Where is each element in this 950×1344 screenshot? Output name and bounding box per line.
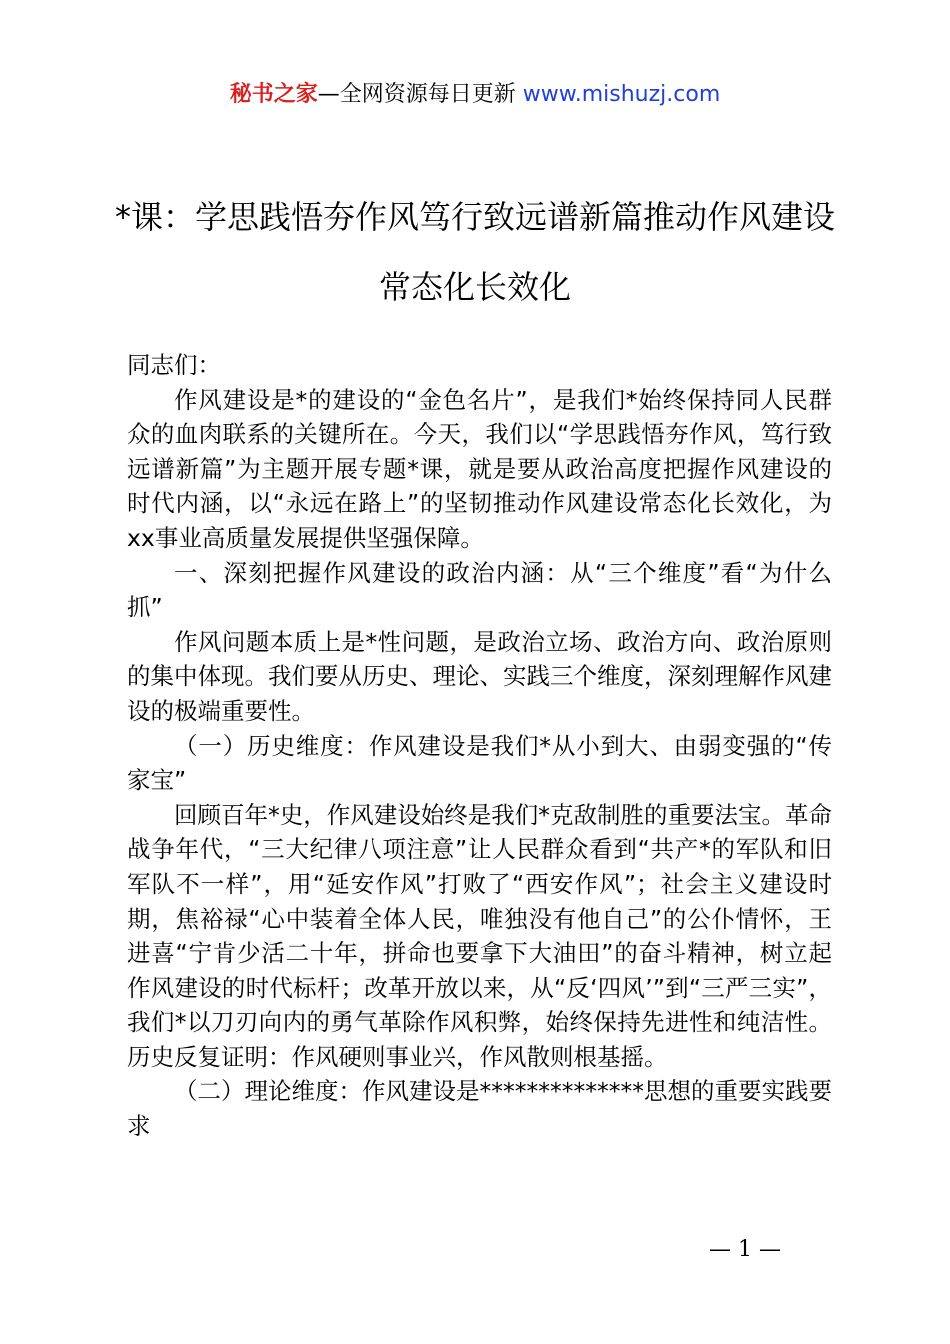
site-url-link[interactable]: www.mishuzj.com bbox=[522, 82, 721, 107]
subsection-heading-1: （一）历史维度：作风建设是我们*从小到大、由弱变强的“传家宝” bbox=[127, 731, 832, 795]
site-brand: 秘书之家 bbox=[229, 82, 318, 107]
paragraph-section-1: 作风问题本质上是*性问题，是政治立场、政治方向、政治原则的集中体现。我们要从历史、理论、实践三个维度，深刻理解作风建设的极端重要性。 bbox=[127, 627, 832, 725]
subsection-heading-2: （二）理论维度：作风建设是**************思想的重要实践要求 bbox=[127, 1077, 832, 1141]
document-title: *课：学思践悟夯作风笃行致远谱新篇推动作风建设常态化长效化 bbox=[114, 198, 835, 306]
section-heading-1: 一、深刻把握作风建设的政治内涵：从“三个维度”看“为什么抓” bbox=[127, 558, 832, 622]
document-body bbox=[127, 348, 832, 1144]
site-tagline: —全网资源每日更新 bbox=[317, 82, 516, 107]
salutation: 同志们： bbox=[127, 351, 221, 379]
page-number: — 1 — bbox=[709, 1237, 781, 1262]
site-header bbox=[0, 80, 950, 110]
paragraph-intro: 作风建设是*的建设的“金色名片”，是我们*始终保持同人民群众的血肉联系的关键所在。今天，我们以“学思践悟夯作风，笃行致远谱新篇”为主题开展专题*课，就是要从政治高度把握作风建设的时代内涵，以“永远在路上”的坚韧推动作风建设常态化长效化，为xx事业高质量发展提供坚强保障。 bbox=[127, 385, 832, 552]
paragraph-history: 回顾百年*史，作风建设始终是我们*克敌制胜的重要法宝。革命战争年代，“三大纪律八项注意”让人民群众看到“共产*的军队和旧军队不一样”，用“延安作风”打败了“西安作风”；社会主义建设时期，焦裕禄“心中装着全体人民，唯独没有他自己”的公仆情怀，王进喜“宁肯少活二十年，拼命也要拿下大油田”的奋斗精神，树立起作风建设的时代标杆；改革开放以来，从“反‘四风’”到“三严三实”，我们*以刀刃向内的勇气革除作风积弊，始终保持先进性和纯洁性。历史反复证明：作风硬则事业兴，作风散则根基摇。 bbox=[127, 800, 832, 1071]
